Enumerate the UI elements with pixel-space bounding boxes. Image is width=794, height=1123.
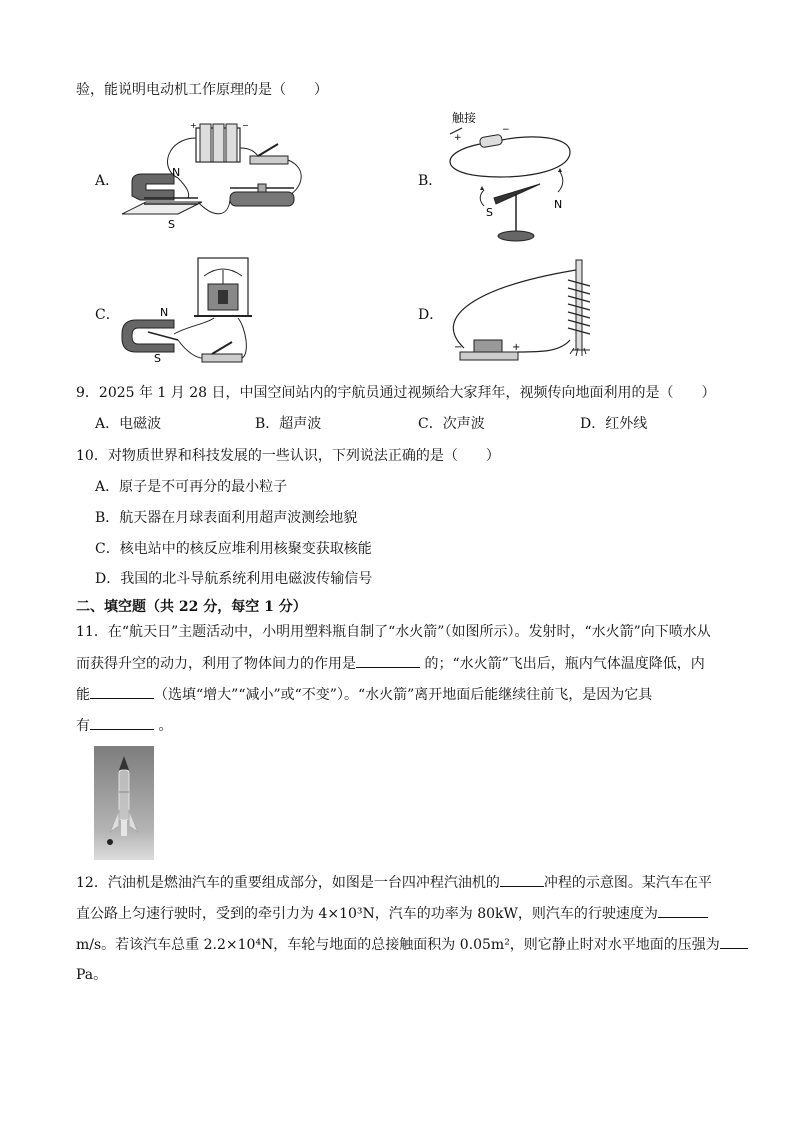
q10-option-c: C．核电站中的核反应堆利用核聚变获取核能 [95,541,372,557]
svg-text:S: S [154,352,161,365]
q9-option-d: D．红外线 [580,416,648,432]
q8-option-c-label: C． [95,307,120,323]
q11-line2 [76,653,705,674]
q12-blank-2[interactable] [658,903,708,918]
q8-figure-c-galvanometer [118,254,258,374]
q9-option-c: C．次声波 [418,416,485,432]
q8-stem-tail: 验，能说明电动机工作原理的是（ ） [76,82,328,98]
svg-text:−: − [502,125,510,135]
q12-blank-3[interactable] [720,934,748,949]
q12-line2 [76,903,708,924]
q11-line1: 11．在“航天日”主题活动中，小明用塑料瓶自制了“水火箭”（如图所示）。发射时，“水火箭”向下喷水从 [76,624,711,640]
q8-figure-b-oersted [440,106,580,246]
q9-stem: 9．2025 年 1 月 28 日，中国空间站内的宇航员通过视频给大家拜年，视频传向地面利用的是（ ） [76,385,716,401]
svg-text:S: S [168,218,175,231]
svg-text:−: − [454,342,463,353]
q8-option-a-label: A． [95,173,120,189]
q11-line2-text-a: 而获得升空的动力，利用了物体间力的作用是 [76,656,356,672]
q9-option-a: A．电磁波 [95,416,162,432]
q10-option-d: D．我国的北斗导航系统利用电磁波传输信号 [95,571,373,587]
q12-line1 [76,872,712,893]
q12-line1-text-a: 12．汽油机是燃油汽车的重要组成部分，如图是一台四冲程汽油机的 [76,875,500,891]
q8-figure-a-magnet-rail [118,118,318,236]
section-title-fill-blank: 二、填空题（共 22 分，每空 1 分） [76,599,307,615]
q12-line3-text-a: m/s。若该汽车总重 2.2×10⁴N，车轮与地面的总接触面积为 0.05m²，则它静止时对水平地面的压强为 [76,937,720,953]
q11-line4-text-a: 有 [76,718,90,734]
q11-blank-3[interactable] [90,715,154,730]
q11-water-rocket-photo [94,746,154,860]
q11-line3 [76,684,652,705]
svg-text:−: − [242,121,249,130]
svg-text:+: + [512,342,521,353]
svg-text:+: + [190,121,197,130]
q10-option-a: A．原子是不可再分的最小粒子 [95,479,288,495]
q11-line3-text-b: （选填“增大”“减小”或“不变”）。“水火箭”离开地面后能继续往前飞，是因为它具 [154,687,653,703]
q8-option-b-label: B． [418,173,443,189]
svg-text:N: N [554,198,563,211]
q11-line4-text-b: 。 [154,718,173,734]
q9-option-b: B．超声波 [255,416,322,432]
q11-line3-text-a: 能 [76,687,90,703]
q11-line2-text-b: 的；“水火箭”飞出后，瓶内气体温度降低，内 [420,656,705,672]
svg-text:+: + [454,133,462,143]
q11-blank-1[interactable] [356,653,420,668]
q8-figure-d-electromagnet [440,256,600,376]
q11-blank-2[interactable] [90,684,154,699]
q12-line2-text-a: 直公路上匀速行驶时，受到的牵引力为 4×10³N，汽车的功率为 80kW，则汽车的行驶速度为 [76,906,658,922]
svg-text:S: S [486,206,493,219]
q12-line1-text-b: 冲程的示意图。某汽车在平 [543,875,712,891]
q10-stem: 10．对物质世界和科技发展的一些认识，下列说法正确的是（ ） [76,448,500,464]
q12-line3 [76,934,748,955]
q8-option-d-label: D． [418,307,444,323]
q12-blank-1[interactable] [500,872,544,887]
q8-figure-b-touch-label: 触接 [452,111,477,125]
q11-line4 [76,715,172,736]
q12-line4: Pa。 [76,967,108,983]
svg-text:N: N [172,166,181,179]
q10-option-b: B．航天器在月球表面利用超声波测绘地貌 [95,510,358,526]
svg-text:N: N [160,306,169,319]
